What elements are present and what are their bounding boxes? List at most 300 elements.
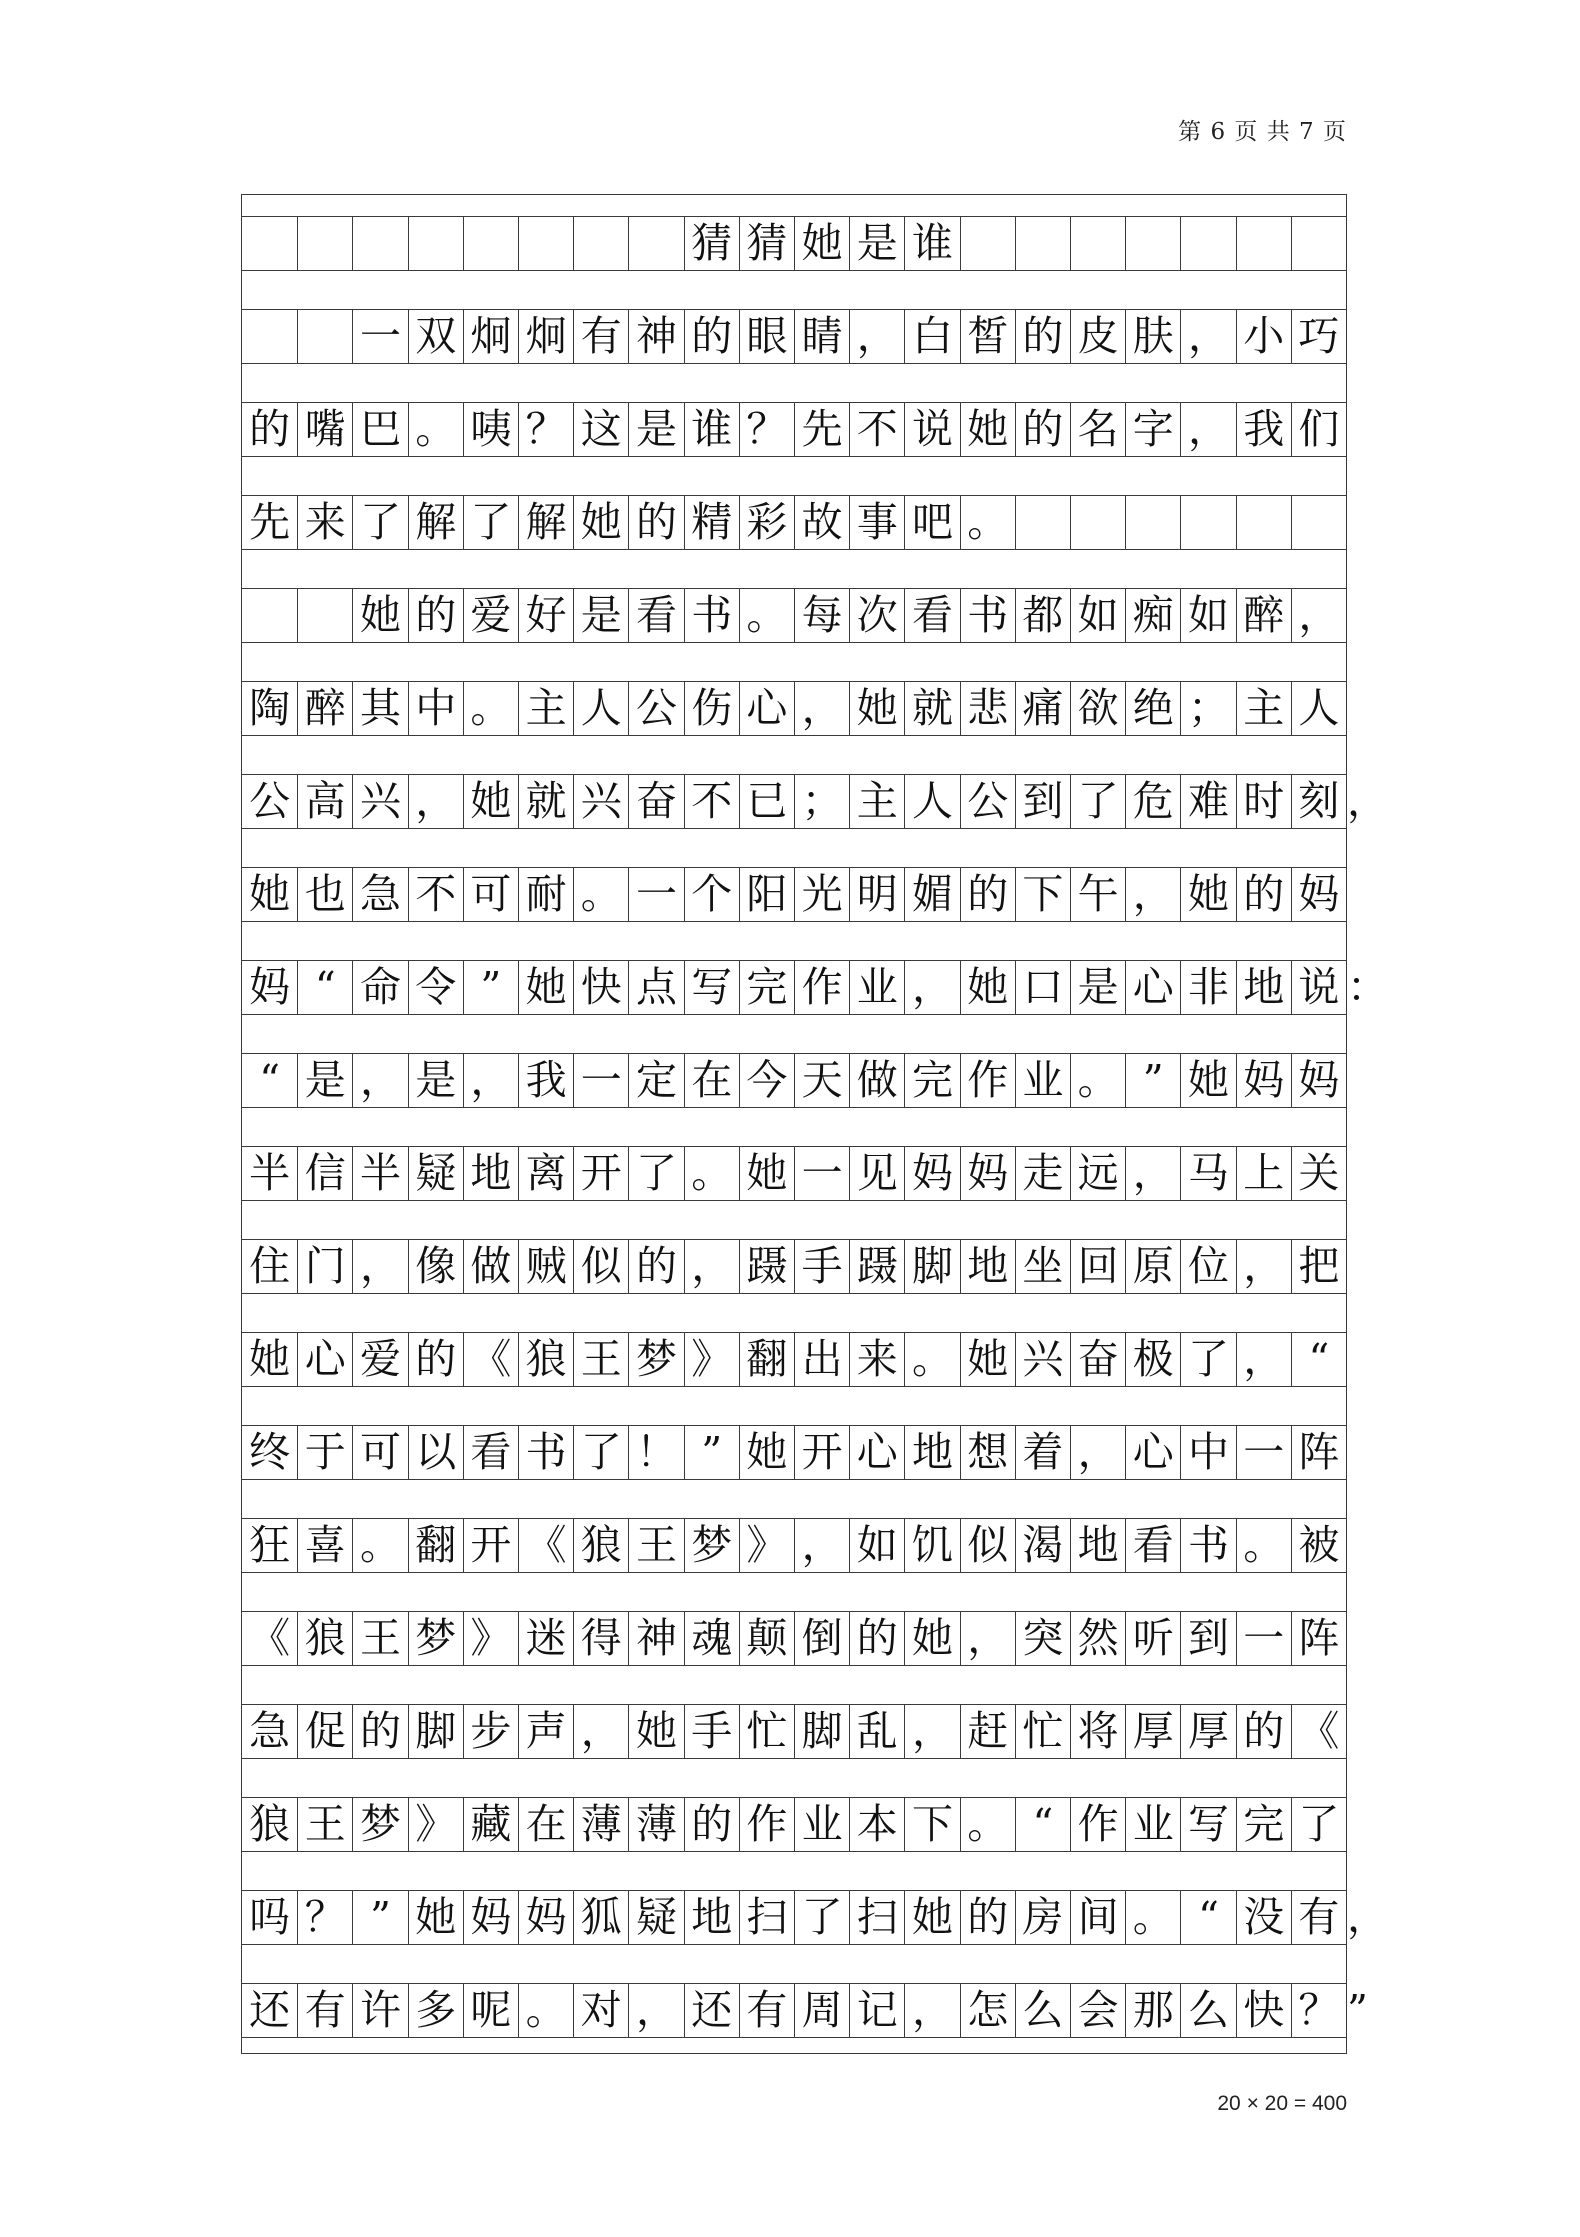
grid-cell: 事 [849,496,904,549]
grid-cell: 皙 [960,310,1015,363]
grid-cell: 是 [408,1054,463,1107]
grid-cell: 公 [628,682,683,735]
grid-cell: 她 [408,1891,463,1944]
grid-cell: 皮 [1070,310,1125,363]
grid-cell: 脚 [794,1705,849,1758]
grid-cell [352,217,407,270]
grid-cell: ， [1180,403,1235,456]
grid-cell [1070,496,1125,549]
grid-cell: 解 [408,496,463,549]
grid-cell: 双 [408,310,463,363]
grid-cell: 神 [628,1612,683,1665]
grid-cell: 她 [960,961,1015,1014]
grid-cell: 故 [794,496,849,549]
writing-grid [241,194,1388,2054]
grid-cell [242,310,297,363]
grid-cell: 狼 [573,1519,628,1572]
grid-cell: 绝 [1125,682,1180,735]
grid-cell: 的 [1236,1705,1291,1758]
grid-cell: 地 [684,1891,739,1944]
grid-cell: 狼 [249,1800,291,1848]
grid-cell: 嘴 [297,403,352,456]
grid-row [242,1518,1346,1573]
grid-cell: ” [1125,1054,1180,1107]
grid-cell: 我 [1236,403,1291,456]
grid-cell: ； [1180,682,1235,735]
grid-cell: 出 [794,1333,849,1386]
grid-cell: 命 [352,961,407,1014]
grid-cell: 。 [1125,1891,1180,1944]
grid-cell: 先 [794,403,849,456]
grid-cell: 巴 [352,403,407,456]
grid-cell: 贼 [518,1240,573,1293]
grid-cell: 如 [1070,589,1125,642]
grid-cell: 厚 [1125,1705,1180,1758]
grid-cell: 是 [849,217,904,270]
grid-cell: 坐 [1015,1240,1070,1293]
grid-cell: 的 [960,868,1015,921]
grid-cell: 作 [960,1054,1015,1107]
grid-cell: 公 [249,777,291,825]
grid-cell: 快 [573,961,628,1014]
grid-cell: 了 [463,496,518,549]
grid-cell: 谁 [684,403,739,456]
grid-cell: 信 [297,1147,352,1200]
grid-cell: 到 [1015,775,1070,828]
grid-cell: ， [408,775,463,828]
grid-cell: 是 [628,403,683,456]
grid-cell: 书 [684,589,739,642]
grid-cell: 没 [1236,1891,1291,1944]
grid-cell: ， [1236,1333,1291,1386]
grid-cell: 她 [628,1705,683,1758]
grid-cell: 醉 [1236,589,1291,642]
grid-cell: ， [849,310,904,363]
overflow-punctuation: ” [1347,1986,1368,2034]
grid-cell: 回 [1070,1240,1125,1293]
grid-cell: ， [352,1054,407,1107]
grid-cell: 不 [684,775,739,828]
grid-cell: 疑 [628,1891,683,1944]
grid-cell: 业 [849,961,904,1014]
grid-cell: 怎 [960,1984,1015,2037]
grid-cell: 位 [1180,1240,1235,1293]
grid-row [242,774,1388,829]
grid-cell: 狂 [249,1521,291,1569]
grid-cell: 她 [463,775,518,828]
grid-cell: 了 [628,1147,683,1200]
grid-cell: 到 [1180,1612,1235,1665]
grid-cell: 作 [739,1798,794,1851]
grid-cell: 疑 [408,1147,463,1200]
grid-cell: ， [1291,589,1346,642]
grid-cell: 下 [904,1798,959,1851]
grid-cell: 记 [849,1984,904,2037]
grid-cell: ， [960,1612,1015,1665]
grid-cell: 么 [1180,1984,1235,2037]
grid-cell: 我 [518,1054,573,1107]
grid-cell: 主 [849,775,904,828]
grid-cell: ， [1125,1147,1180,1200]
grid-cell: 她 [739,1147,794,1200]
grid-cell: 她 [794,217,849,270]
grid-cell: 吧 [904,496,959,549]
grid-cell: 王 [352,1612,407,1665]
grid-cell: 阵 [1291,1612,1346,1665]
grid-cell: 阵 [1291,1426,1346,1479]
grid-cell: 步 [463,1705,518,1758]
grid-cell: ， [1236,1240,1291,1293]
grid-cell: 的 [249,405,291,453]
grid-cell: 神 [628,310,683,363]
grid-cell: 醉 [297,682,352,735]
grid-cell: 蹑 [849,1240,904,1293]
grid-cell: 心 [739,682,794,735]
grid-cell: 忙 [739,1705,794,1758]
grid-cell: 业 [1015,1054,1070,1107]
grid-cell [1180,217,1235,270]
grid-cell: 伤 [684,682,739,735]
grid-cell: ， [352,1240,407,1293]
grid-cell: 一 [573,1054,628,1107]
grid-cell: 妈 [904,1147,959,1200]
grid-cell: 一 [628,868,683,921]
grid-cell: ” [684,1426,739,1479]
grid-cell: 脚 [408,1705,463,1758]
grid-cell: 她 [573,496,628,549]
grid-cell: 得 [573,1612,628,1665]
grid-cell: 妈 [1291,868,1346,921]
grid-cell: 原 [1125,1240,1180,1293]
grid-cell: 字 [1125,403,1180,456]
grid-cell: 咦 [463,403,518,456]
grid-cell: 精 [684,496,739,549]
grid-cell: 将 [1070,1705,1125,1758]
grid-cell: 多 [408,1984,463,2037]
grid-cell: 她 [904,1612,959,1665]
grid-cell [1070,217,1125,270]
grid-cell: 就 [518,775,573,828]
grid-cell: 赶 [960,1705,1015,1758]
grid-cell: 的 [684,310,739,363]
grid-cell: 呢 [463,1984,518,2037]
grid-cell: 心 [297,1333,352,1386]
grid-cell: 解 [518,496,573,549]
grid-cell: 有 [573,310,628,363]
grid-cell: 会 [1070,1984,1125,2037]
grid-cell: 炯 [463,310,518,363]
grid-cell: 业 [1125,1798,1180,1851]
grid-cell: 光 [794,868,849,921]
grid-cell: 人 [573,682,628,735]
grid-cell: 写 [684,961,739,1014]
grid-cell: 薄 [628,1798,683,1851]
grid-cell: 来 [849,1333,904,1386]
grid-cell: 声 [518,1705,573,1758]
grid-cell: 的 [408,1333,463,1386]
grid-cell: 翻 [739,1333,794,1386]
grid-cell: 可 [463,868,518,921]
grid-cell: 们 [1291,403,1346,456]
grid-cell: 开 [573,1147,628,1200]
grid-cell: 地 [463,1147,518,1200]
grid-cell: 主 [1236,682,1291,735]
grid-cell: 。 [1236,1519,1291,1572]
grid-cell: 人 [1291,682,1346,735]
grid-cell: ， [628,1984,683,2037]
grid-row [242,681,1346,736]
grid-cell: 。 [960,496,1015,549]
grid-cell: 心 [1125,1426,1180,1479]
grid-cell: 狼 [518,1333,573,1386]
grid-cell: 在 [518,1798,573,1851]
grid-cell: 其 [352,682,407,735]
grid-cell [518,217,573,270]
grid-cell: ！ [628,1426,683,1479]
grid-cell: 。 [739,589,794,642]
grid-cell: 写 [1180,1798,1235,1851]
grid-cell: 看 [1125,1519,1180,1572]
grid-row [242,588,1346,643]
grid-cell: 那 [1125,1984,1180,2037]
grid-cell: 看 [628,589,683,642]
grid-cell: 妈 [463,1891,518,1944]
grid-cell: 想 [960,1426,1015,1479]
grid-cell: 极 [1125,1333,1180,1386]
grid-cell: 个 [684,868,739,921]
grid-cell: 《 [463,1333,518,1386]
grid-cell: 眼 [739,310,794,363]
grid-cell: 见 [849,1147,904,1200]
grid-cell: 终 [249,1428,291,1476]
grid-cell: 她 [1180,1054,1235,1107]
grid-cell [1291,217,1346,270]
grid-cell: 她 [739,1426,794,1479]
grid-row [242,1890,1388,1945]
overflow-punctuation: ： [1347,963,1388,1011]
grid-cell: ， [684,1240,739,1293]
grid-cell: 人 [904,775,959,828]
overflow-punctuation: ， [1347,777,1388,825]
grid-cell: 。 [573,868,628,921]
grid-cell: 开 [794,1426,849,1479]
grid-row [242,1239,1346,1294]
grid-cell [242,589,297,642]
title-row [242,216,1346,271]
grid-cell [960,217,1015,270]
grid-cell: ， [1180,310,1235,363]
overflow-punctuation: ， [1347,1893,1388,1941]
grid-cell: 主 [518,682,573,735]
grid-cell: 爱 [463,589,518,642]
grid-cell: 么 [1015,1984,1070,2037]
grid-cell: 地 [960,1240,1015,1293]
grid-cell: ？ [1291,1984,1346,2037]
grid-cell: 高 [297,775,352,828]
grid-cell: 》 [739,1519,794,1572]
grid-cell: 被 [1291,1519,1346,1572]
grid-cell: 快 [1236,1984,1291,2037]
grid-cell: 的 [1236,868,1291,921]
grid-cell: 中 [408,682,463,735]
grid-cell: 妈 [518,1891,573,1944]
grid-cell: 的 [352,1705,407,1758]
grid-cell: 于 [297,1426,352,1479]
grid-cell: 的 [684,1798,739,1851]
grid-cell: “ [297,961,352,1014]
grid-cell: 迷 [518,1612,573,1665]
grid-cell: 有 [297,1984,352,2037]
grid-cell: 时 [1236,775,1291,828]
grid-cell: 喜 [297,1519,352,1572]
grid-cell [1180,496,1235,549]
grid-row [242,1332,1346,1387]
grid-cell: 一 [1236,1612,1291,1665]
grid-cell: 关 [1291,1147,1346,1200]
grid-cell [297,589,352,642]
grid-cell: 了 [1180,1333,1235,1386]
grid-cell: 她 [518,961,573,1014]
grid-cell: ， [794,1519,849,1572]
grid-cell: 陶 [249,684,291,732]
grid-cell: 半 [249,1149,291,1197]
grid-cell: 蹑 [739,1240,794,1293]
grid-cell: 吗 [249,1893,291,1941]
grid-cell: 如 [1180,589,1235,642]
grid-cell [1291,496,1346,549]
grid-cell: 王 [573,1333,628,1386]
grid-cell: 兴 [573,775,628,828]
grid-cell: 许 [352,1984,407,2037]
grid-cell: 的 [408,589,463,642]
grid-cell: 奋 [1070,1333,1125,1386]
grid-cell: 间 [1070,1891,1125,1944]
grid-spec-label: 20 × 20 = 400 [1217,2092,1347,2115]
grid-cell: 阳 [739,868,794,921]
grid-cell: 有 [739,1984,794,2037]
grid-cell: 今 [739,1054,794,1107]
grid-cell [1015,496,1070,549]
grid-cell: 一 [352,310,407,363]
grid-cell: 王 [628,1519,683,1572]
grid-cell: 的 [960,1891,1015,1944]
grid-cell: 《 [518,1519,573,1572]
grid-cell [1236,496,1291,549]
grid-cell: 天 [794,1054,849,1107]
grid-cell: 猜 [684,217,739,270]
grid-row [242,1704,1346,1759]
grid-cell: ？ [297,1891,352,1944]
grid-cell: 完 [904,1054,959,1107]
grid-cell: 都 [1015,589,1070,642]
grid-cell: 在 [684,1054,739,1107]
grid-row [242,1146,1346,1201]
grid-cell: 做 [463,1240,518,1293]
grid-cell: 王 [297,1798,352,1851]
grid-cell: ， [1070,1426,1125,1479]
grid-cell: 着 [1015,1426,1070,1479]
grid-cell: 做 [849,1054,904,1107]
grid-cell: 难 [1180,775,1235,828]
grid-cell: 说 [1291,961,1346,1014]
grid-cell: 的 [628,1240,683,1293]
grid-cell: 厚 [1180,1705,1235,1758]
grid-cell: 狐 [573,1891,628,1944]
grid-cell: 扫 [849,1891,904,1944]
grid-cell: ？ [739,403,794,456]
grid-cell: 妈 [249,963,291,1011]
grid-cell: 耐 [518,868,573,921]
grid-cell: 她 [960,403,1015,456]
grid-cell: 先 [249,498,291,546]
grid-cell: 渴 [1015,1519,1070,1572]
grid-cell: 饥 [904,1519,959,1572]
grid-cell: 住 [249,1242,291,1290]
grid-cell: 远 [1070,1147,1125,1200]
grid-cell: 作 [794,961,849,1014]
grid-cell: 中 [1180,1426,1235,1479]
grid-cell: 是 [573,589,628,642]
grid-cell: 魂 [684,1612,739,1665]
grid-cell: “ [1291,1333,1346,1386]
grid-cell: 完 [1236,1798,1291,1851]
grid-cell: 似 [573,1240,628,1293]
grid-cell: 作 [1070,1798,1125,1851]
grid-cell: 藏 [463,1798,518,1851]
grid-cell: 完 [739,961,794,1014]
grid-cell: 对 [573,1984,628,2037]
grid-cell: 梦 [408,1612,463,1665]
grid-cell: 爱 [352,1333,407,1386]
grid-row [242,1611,1346,1666]
grid-cell: 小 [1236,310,1291,363]
grid-cell: 《 [1291,1705,1346,1758]
grid-cell: 把 [1291,1240,1346,1293]
grid-cell: 不 [849,403,904,456]
grid-cell: 。 [352,1519,407,1572]
grid-cell: 肤 [1125,310,1180,363]
grid-cell: 口 [1015,961,1070,1014]
grid-cell: 一 [794,1147,849,1200]
grid-cell: 促 [297,1705,352,1758]
grid-cell [297,217,352,270]
grid-cell: 她 [1180,868,1235,921]
grid-cell: 看 [904,589,959,642]
grid-row [242,867,1346,922]
grid-cell: 》 [684,1333,739,1386]
grid-cell: 有 [1291,1891,1346,1944]
grid-cell: 妈 [1236,1054,1291,1107]
grid-cell: 。 [1070,1054,1125,1107]
grid-cell: 痴 [1125,589,1180,642]
grid-cell: 。 [904,1333,959,1386]
grid-cell: “ [1015,1798,1070,1851]
grid-cell: 走 [1015,1147,1070,1200]
grid-cell: 了 [1291,1798,1346,1851]
grid-cell: 妈 [1291,1054,1346,1107]
grid-cell: 兴 [1015,1333,1070,1386]
grid-cell: 她 [960,1333,1015,1386]
grid-cell [242,217,297,270]
grid-cell: 上 [1236,1147,1291,1200]
grid-cell: 彩 [739,496,794,549]
grid-cell: 脚 [904,1240,959,1293]
grid-cell: 地 [1070,1519,1125,1572]
grid-cell: 就 [904,682,959,735]
grid-cell: ； [794,775,849,828]
grid-cell: ， [463,1054,518,1107]
grid-cell: 梦 [684,1519,739,1572]
